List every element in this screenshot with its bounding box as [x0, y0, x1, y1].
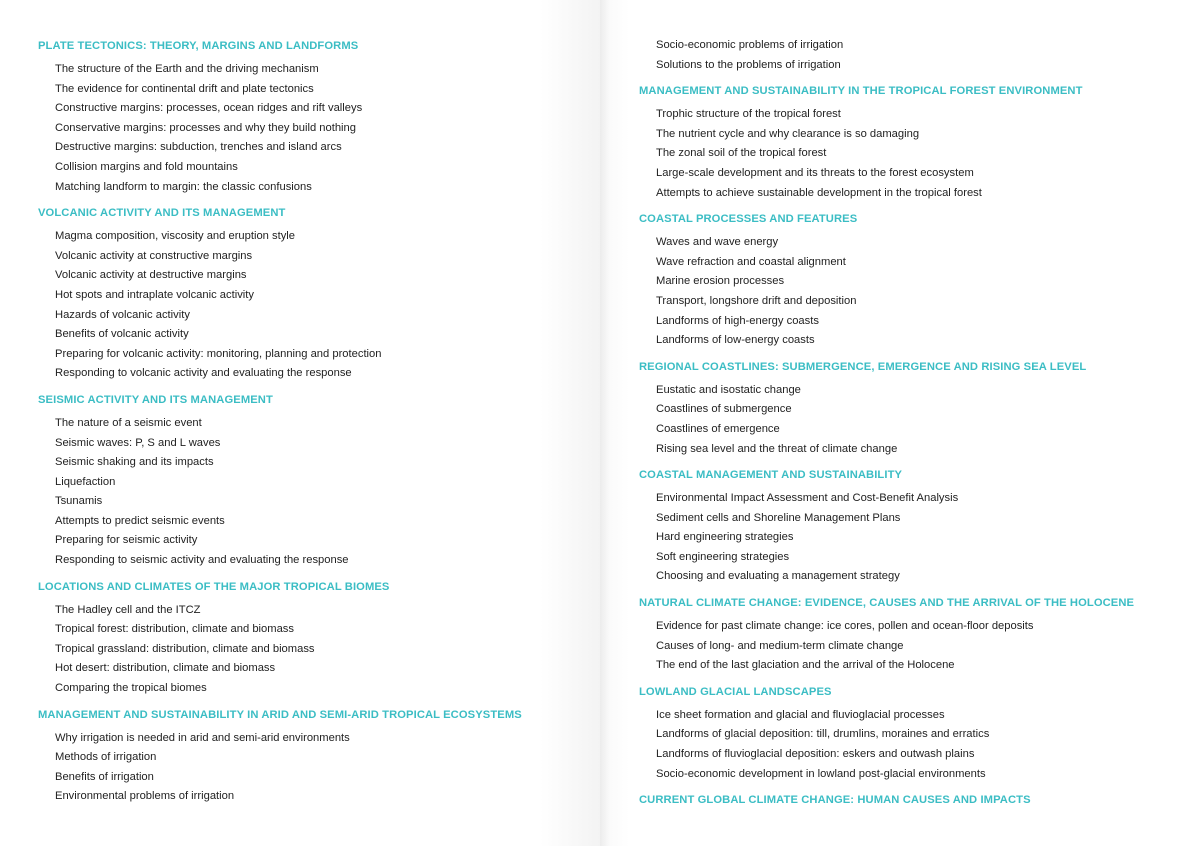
toc-item: Large-scale development and its threats to the forest ecosystem — [656, 166, 974, 179]
toc-item: Solutions to the problems of irrigation — [656, 58, 841, 71]
section-items — [639, 233, 1200, 351]
section-heading: COASTAL PROCESSES AND FEATURES — [639, 213, 858, 226]
toc-section — [639, 468, 1200, 587]
toc-item: Evidence for past climate change: ice cores, pollen and ocean-floor deposits — [656, 620, 1034, 633]
toc-item: Attempts to predict seismic events — [55, 514, 225, 527]
toc-item: Soft engineering strategies — [656, 550, 790, 563]
toc-item: The nutrient cycle and why clearance is so damaging — [656, 127, 920, 140]
section-items — [639, 381, 1200, 459]
toc-section — [38, 393, 600, 571]
toc-section — [639, 793, 1200, 807]
toc-section — [639, 212, 1200, 351]
right-page — [600, 0, 1200, 846]
toc-item: The Hadley cell and the ITCZ — [55, 603, 201, 616]
toc-item: The zonal soil of the tropical forest — [656, 147, 827, 160]
section-heading: REGIONAL COASTLINES: SUBMERGENCE, EMERGENCE AND RISING SEA LEVEL — [639, 360, 1087, 373]
toc-item: Seismic waves: P, S and L waves — [55, 436, 221, 449]
toc-section — [639, 596, 1200, 676]
toc-item: Environmental problems of irrigation — [55, 790, 235, 803]
toc-section — [639, 84, 1200, 203]
toc-item: Wave refraction and coastal alignment — [656, 255, 846, 268]
toc-section — [38, 39, 600, 197]
toc-item: The structure of the Earth and the driving mechanism — [55, 63, 319, 75]
toc-item: The end of the last glaciation and the arrival of the Holocene — [656, 659, 955, 672]
toc-item: Hot desert: distribution, climate and biomass — [55, 662, 276, 675]
toc-item: The evidence for continental drift and plate tectonics — [55, 82, 314, 95]
toc-section — [639, 360, 1200, 459]
toc-section — [38, 708, 600, 807]
toc-section — [38, 580, 600, 699]
section-heading: PLATE TECTONICS: THEORY, MARGINS AND LANDFORMS — [38, 40, 359, 52]
toc-item: Matching landform to margin: the classic confusions — [55, 180, 312, 193]
toc-item: Ice sheet formation and glacial and fluvioglacial processes — [656, 708, 945, 721]
toc-item: Tropical grassland: distribution, climate and biomass — [55, 642, 315, 655]
section-items — [639, 706, 1200, 784]
toc-item: Tsunamis — [55, 495, 103, 508]
toc-item: Coastlines of emergence — [656, 422, 780, 435]
section-heading: MANAGEMENT AND SUSTAINABILITY IN THE TROPICAL FOREST ENVIRONMENT — [639, 85, 1083, 98]
section-items — [38, 601, 600, 699]
toc-item: Hard engineering strategies — [656, 531, 794, 544]
section-heading: NATURAL CLIMATE CHANGE: EVIDENCE, CAUSES AND THE ARRIVAL OF THE HOLOCENE — [639, 597, 1135, 610]
toc-item: Landforms of low-energy coasts — [656, 334, 815, 347]
section-heading: CURRENT GLOBAL CLIMATE CHANGE: HUMAN CAUSES AND IMPACTS — [639, 794, 1031, 807]
toc-item: Socio-economic development in lowland post-glacial environments — [656, 767, 986, 780]
toc-item: Methods of irrigation — [55, 751, 157, 764]
toc-item: Responding to volcanic activity and evaluating the response — [55, 367, 352, 380]
toc-item: Environmental Impact Assessment and Cost-Benefit Analysis — [656, 492, 959, 505]
toc-item: Constructive margins: processes, ocean ridges and rift valleys — [55, 102, 363, 115]
section-items — [38, 729, 600, 807]
toc-item: Preparing for volcanic activity: monitoring, planning and protection — [55, 347, 382, 360]
toc-item: Why irrigation is needed in arid and semi-arid environments — [55, 731, 350, 744]
toc-item: Causes of long- and medium-term climate change — [656, 639, 904, 652]
toc-item: Magma composition, viscosity and eruption style — [55, 230, 296, 243]
toc-item: Benefits of irrigation — [55, 770, 154, 783]
toc-item: Socio-economic problems of irrigation — [656, 39, 844, 51]
toc-item: Landforms of glacial deposition: till, drumlins, moraines and erratics — [656, 728, 990, 741]
toc-item: Hazards of volcanic activity — [55, 308, 190, 321]
toc-item: Collision margins and fold mountains — [55, 160, 238, 173]
toc-item: Volcanic activity at constructive margins — [55, 249, 253, 262]
toc-item: Marine erosion processes — [656, 275, 785, 288]
section-heading: VOLCANIC ACTIVITY AND ITS MANAGEMENT — [38, 207, 286, 220]
toc-item: Volcanic activity at destructive margins — [55, 269, 247, 282]
toc-item: Sediment cells and Shoreline Management Plans — [656, 511, 901, 524]
toc-item: Liquefaction — [55, 475, 116, 488]
toc-item: Hot spots and intraplate volcanic activity — [55, 288, 254, 301]
toc-item: Trophic structure of the tropical forest — [656, 108, 841, 121]
section-items — [639, 36, 1200, 75]
toc-item: Conservative margins: processes and why they build nothing — [55, 121, 356, 134]
toc-item: Transport, longshore drift and deposition — [656, 294, 857, 307]
section-heading: SEISMIC ACTIVITY AND ITS MANAGEMENT — [38, 393, 273, 406]
toc-item: Eustatic and isostatic change — [656, 383, 801, 396]
toc-section — [639, 685, 1200, 784]
toc-item: Destructive margins: subduction, trenches and island arcs — [55, 141, 342, 154]
toc-item: Landforms of fluvioglacial deposition: eskers and outwash plains — [656, 748, 975, 761]
toc-item: Comparing the tropical biomes — [55, 682, 207, 695]
toc-item: Landforms of high-energy coasts — [656, 314, 819, 327]
toc-item: Choosing and evaluating a management strategy — [656, 570, 900, 583]
section-heading: LOWLAND GLACIAL LANDSCAPES — [639, 685, 832, 698]
toc-item: Rising sea level and the threat of climate change — [656, 442, 898, 455]
toc-item: Coastlines of submergence — [656, 403, 792, 416]
continued-section — [639, 36, 1200, 75]
section-items — [38, 414, 600, 571]
section-items — [639, 617, 1200, 676]
toc-item: Benefits of volcanic activity — [55, 328, 189, 341]
section-items — [38, 227, 600, 384]
toc-section — [38, 206, 600, 384]
section-heading: LOCATIONS AND CLIMATES OF THE MAJOR TROPICAL BIOMES — [38, 580, 390, 593]
toc-item: Waves and wave energy — [656, 236, 779, 249]
toc-item: Preparing for seismic activity — [55, 534, 198, 547]
toc-item: Attempts to achieve sustainable development in the tropical forest — [656, 186, 982, 199]
toc-item: Tropical forest: distribution, climate and biomass — [55, 623, 294, 636]
section-items — [38, 60, 600, 197]
toc-item: Responding to seismic activity and evaluating the response — [55, 554, 349, 567]
section-items — [639, 105, 1200, 203]
section-heading: COASTAL MANAGEMENT AND SUSTAINABILITY — [639, 469, 903, 482]
toc-item: The nature of a seismic event — [55, 416, 202, 429]
toc-item: Seismic shaking and its impacts — [55, 456, 214, 469]
section-items — [639, 489, 1200, 587]
section-heading: MANAGEMENT AND SUSTAINABILITY IN ARID AND SEMI-ARID TROPICAL ECOSYSTEMS — [38, 708, 522, 721]
